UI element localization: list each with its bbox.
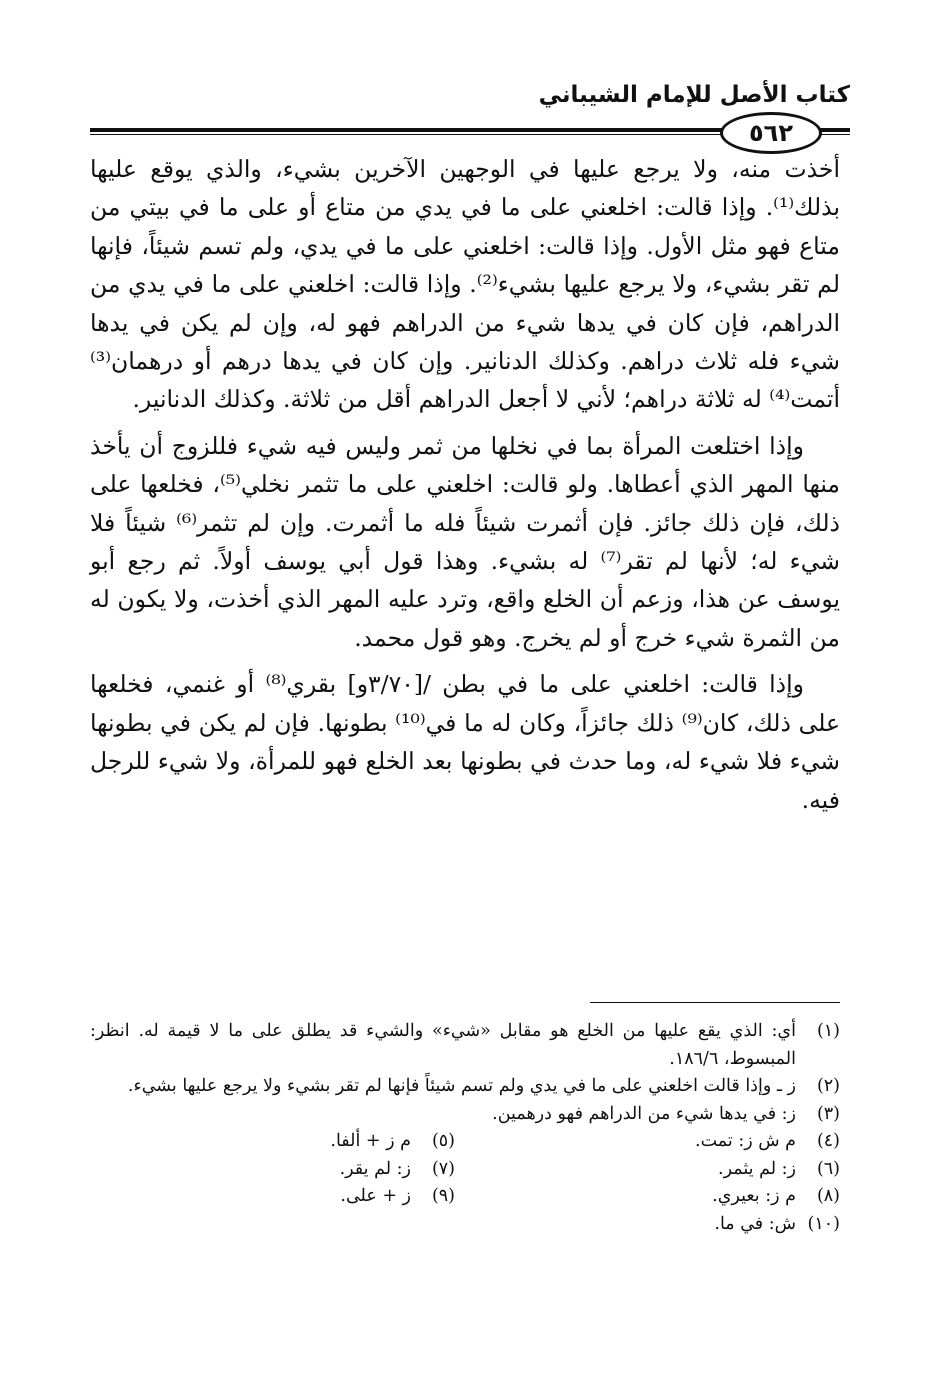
footnote-number: (١٠) xyxy=(807,1213,840,1234)
footnote-number: (٣) xyxy=(816,1103,840,1124)
footnote-number: (٧) xyxy=(431,1158,455,1179)
paragraph-1: أخذت منه، ولا يرجع عليها في الوجهين الآخرين بشيء، والذي يوقع عليها بذلك⁽¹⁾. وإذا قالت: اخلعني على ما في يدي من متاع أو على ما في بيتي من متاع فهو مثل الأول. وإذا قالت: اخلعني على ما في يدي، ولم تسم شيئاً، فإنها لم تقر بشيء، ولا يرجع عليها بشيء⁽²⁾. وإذا قالت: اخلعني على ما في يدي من الدراهم، فإن كان في يدها شيء من الدراهم فهو له، وإن لم يكن في يدها شيء فله ثلاث دراهم. وكذلك الدنانير. وإن كان في يدها درهم أو درهمان⁽³⁾ أتمت⁽⁴⁾ له ثلاثة دراهم؛ لأني لا أجعل الدراهم أقل من ثلاثة. وكذلك الدنانير. xyxy=(90,155,840,414)
footnote-text: م ز + ألفا. xyxy=(330,1131,411,1151)
footnote-grid xyxy=(90,1128,840,1238)
footnote-10 xyxy=(540,1211,840,1239)
footnote-4 xyxy=(540,1128,840,1156)
footnote-number: (٩) xyxy=(431,1186,455,1206)
running-title: كتاب الأصل للإمام الشيباني xyxy=(538,82,850,108)
footnote-text: أي: الذي يقع عليها من الخلع هو مقابل «شيء» والشيء قد يطلق على ما لا قيمة له. انظر: المبسوط، ١٨٦/٦. xyxy=(90,1021,796,1069)
footnote-number: (٢) xyxy=(816,1076,840,1096)
footnote-7 xyxy=(155,1156,455,1184)
header-rule-thin xyxy=(90,134,795,135)
main-text xyxy=(90,150,840,827)
footnote-6 xyxy=(540,1156,840,1184)
footnote-3 xyxy=(90,1101,840,1129)
footnote-text: م ش ز: تمت. xyxy=(695,1131,796,1151)
footnote-separator xyxy=(590,1002,840,1003)
footnotes xyxy=(90,1018,840,1238)
page-header xyxy=(90,82,850,118)
footnote-text: ز: في يدها شيء من الدراهم فهو درهمين. xyxy=(492,1103,796,1124)
footnote-1 xyxy=(90,1018,840,1073)
footnote-number: (٨) xyxy=(816,1186,840,1206)
footnote-text: ز: لم يثمر. xyxy=(718,1158,796,1179)
footnote-text: ز: لم يقر. xyxy=(339,1158,411,1179)
page-number: ٥٦٢ xyxy=(720,112,822,154)
footnote-text: ش: في ما. xyxy=(714,1213,796,1234)
header-rule xyxy=(90,128,795,132)
footnote-number: (١) xyxy=(816,1021,840,1041)
footnote-text: م ز: بعيري. xyxy=(712,1186,796,1206)
footnote-number: (٦) xyxy=(816,1158,840,1179)
footnote-5 xyxy=(155,1128,455,1156)
footnote-number: (٤) xyxy=(816,1131,840,1151)
footnote-8 xyxy=(540,1183,840,1211)
footnote-2 xyxy=(90,1073,840,1101)
footnote-number: (٥) xyxy=(431,1131,455,1151)
footnote-text: ز ـ وإذا قالت اخلعني على ما في يدي ولم تسم شيئاً فإنها لم تقر بشيء ولا يرجع عليها بشيء. xyxy=(127,1076,796,1096)
footnote-9 xyxy=(155,1183,455,1211)
paragraph-3: وإذا قالت: اخلعني على ما في بطن /[٣/٧٠و] بقري⁽⁸⁾ أو غنمي، فخلعها على ذلك، كان⁽⁹⁾ ذلك جائزاً، وكان له ما في⁽¹⁰⁾ بطونها. فإن لم يكن في بطونها شيء فلا شيء له، وما حدث في بطونها بعد الخلع فهو للمرأة، ولا شيء للرجل فيه. xyxy=(90,670,840,814)
footnote-text: ز + على. xyxy=(340,1186,411,1206)
paragraph-2: وإذا اختلعت المرأة بما في نخلها من ثمر وليس فيه شيء فللزوج أن يأخذ منها المهر الذي أعطاها. ولو قالت: اخلعني على ما تثمر نخلي⁽⁵⁾، فخلعها على ذلك، فإن ذلك جائز. فإن أثمرت شيئاً فله ما أثمرت. وإن لم تثمر⁽⁶⁾ شيئاً فلا شيء له؛ لأنها لم تقر⁽⁷⁾ له بشيء. وهذا قول أبي يوسف أولاً. ثم رجع أبو يوسف عن هذا، وزعم أن الخلع واقع، وترد عليه المهر الذي أخذت، ولا يكون له من الثمرة شيء خرج أو لم يخرج. وهو قول محمد. xyxy=(90,431,840,652)
